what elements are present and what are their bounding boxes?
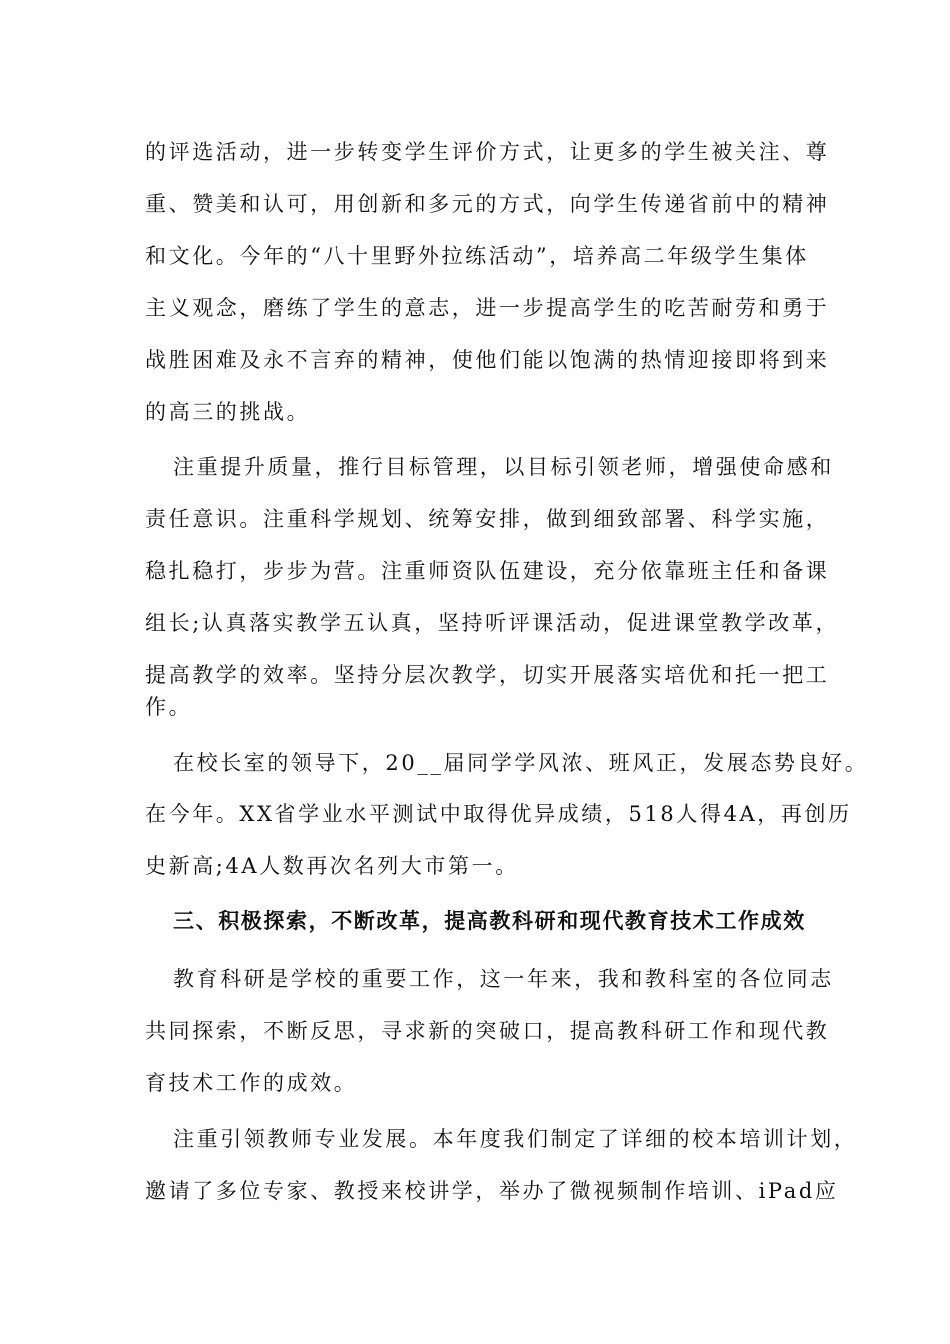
paragraph-1-line-5: 战胜困难及永不言弃的精神，使他们能以饱满的热情迎接即将到来 [145, 348, 830, 372]
paragraph-1-line-6: 的高三的挑战。 [145, 400, 311, 424]
paragraph-3-line-3: 史新高;4A人数再次名列大市第一。 [145, 854, 519, 878]
paragraph-3-line-1: 在校长室的领导下，20__届同学学风浓、班风正，发展态势良好。 [173, 751, 869, 775]
paragraph-2-line-4: 组长;认真落实教学五认真，坚持听评课活动，促进课堂教学改革， [145, 611, 840, 635]
paragraph-1-line-3: 和文化。今年的“八十里野外拉练活动”，培养高二年级学生集体 [145, 244, 809, 268]
paragraph-2-line-6: 作。 [145, 695, 193, 719]
paragraph-1-line-2: 重、赞美和认可，用创新和多元的方式，向学生传递省前中的精神 [145, 192, 830, 216]
paragraph-4-line-3: 育技术工作的成效。 [145, 1071, 358, 1095]
paragraph-4-line-1: 教育科研是学校的重要工作，这一年来，我和教科室的各位同志 [173, 967, 834, 991]
paragraph-2-line-2: 责任意识。注重科学规划、统筹安排，做到细致部署、科学实施， [145, 507, 830, 531]
paragraph-1-line-1: 的评选活动，进一步转变学生评价方式，让更多的学生被关注、尊 [145, 140, 830, 164]
paragraph-1-line-4: 主义观念，磨练了学生的意志，进一步提高学生的吃苦耐劳和勇于 [145, 296, 830, 320]
paragraph-2-line-1: 注重提升质量，推行目标管理，以目标引领老师，增强使命感和 [173, 455, 834, 479]
paragraph-2-line-5: 提高教学的效率。坚持分层次教学，切实开展落实培优和托一把工 [145, 663, 830, 687]
paragraph-3-line-2: 在今年。XX省学业水平测试中取得优异成绩，518人得4A，再创历 [145, 802, 852, 826]
section-heading: 三、积极探索，不断改革，提高教科研和现代教育技术工作成效 [173, 908, 806, 933]
paragraph-5-line-1: 注重引领教师专业发展。本年度我们制定了详细的校本培训计划， [173, 1127, 858, 1151]
paragraph-4-line-2: 共同探索，不断反思，寻求新的突破口，提高教科研工作和现代教 [145, 1019, 830, 1043]
paragraph-5-line-2: 邀请了多位专家、教授来校讲学，举办了微视频制作培训、iPad应 [145, 1179, 839, 1203]
paragraph-2-line-3: 稳扎稳打，步步为营。注重师资队伍建设，充分依靠班主任和备课 [145, 559, 830, 583]
